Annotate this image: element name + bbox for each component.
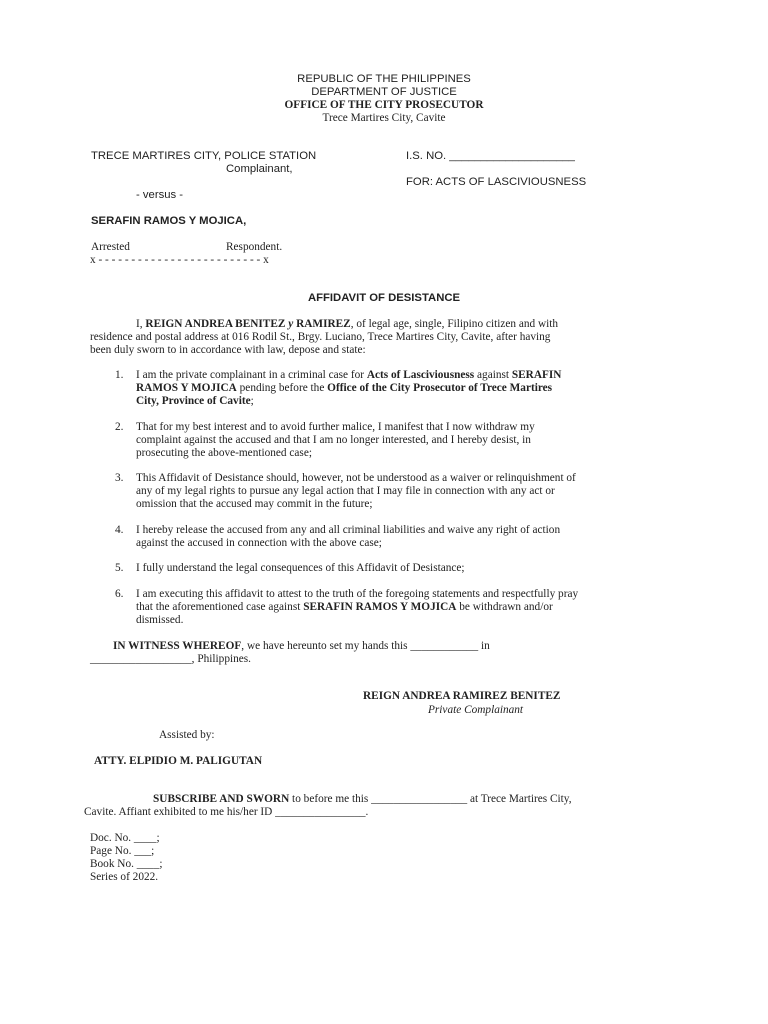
jurat-line-2: Cavite. Affiant exhibited to me his/her ID ________________. (84, 806, 369, 818)
assisted-label: Assisted by: (159, 729, 215, 741)
book-no: Book No. ____; (90, 858, 163, 870)
item-1-city: City, Province of Cavite (136, 395, 251, 407)
witness-bold: IN WITNESS WHEREOF (113, 640, 242, 652)
item-6-line-2 (136, 601, 553, 614)
item-3-line-2: any of my legal rights to pursue any legal action that I may file in connection with any act or (136, 485, 555, 497)
item-4-line-1: I hereby release the accused from any and all criminal liabilities and waive any right of action (136, 524, 561, 536)
item-6-line-1: I am executing this affidavit to attest to the truth of the foregoing statements and respectfully pray (136, 588, 579, 600)
signatory-name: REIGN ANDREA RAMIREZ BENITEZ (363, 690, 561, 702)
item-6-accused: SERAFIN RAMOS Y MOJICA (303, 601, 457, 613)
witness-line-1 (113, 640, 490, 653)
item-1-text-f: pending before the (236, 382, 328, 394)
affiant-name-2: RAMIREZ (293, 318, 351, 330)
item-2-line-1: That for my best interest and to avoid further malice, I manifest that I now withdraw my (136, 421, 535, 433)
item-1-charge: Acts of Lasciviousness (366, 369, 475, 381)
is-number: I.S. NO. ____________________ (406, 150, 575, 162)
item-1-line-1 (136, 369, 561, 382)
item-2-line-3: prosecuting the above-mentioned case; (136, 447, 312, 459)
signatory-role: Private Complainant (428, 704, 524, 716)
versus: - versus - (136, 189, 184, 201)
respondent-label: Respondent. (226, 241, 283, 253)
affiant-name: REIGN ANDREA BENITEZ (145, 318, 289, 330)
item-2-number: 2. (115, 421, 124, 433)
header-department: DEPARTMENT OF JUSTICE (311, 86, 457, 98)
document-title: AFFIDAVIT OF DESISTANCE (307, 292, 461, 304)
jurat-text: to before me this _________________ at Trece Martires City, (289, 793, 572, 805)
item-3-number: 3. (115, 472, 124, 484)
item-4-line-2: against the accused in connection with the above case; (136, 537, 382, 549)
item-4-number: 4. (115, 524, 124, 536)
item-6-text-a: that the aforementioned case against (136, 601, 304, 613)
item-1-accused-a: SERAFIN (511, 369, 562, 381)
item-1-accused-b: RAMOS Y MOJICA (136, 382, 237, 394)
item-1-office: Office of the City Prosecutor of Trece Martires (327, 382, 553, 394)
intro-line-3: been duly sworn to in accordance with law, depose and state: (90, 344, 366, 356)
header-republic: REPUBLIC OF THE PHILIPPINES (297, 73, 471, 85)
intro-rest: , of legal age, single, Filipino citizen and with (350, 318, 559, 330)
item-5-number: 5. (115, 562, 124, 574)
jurat-bold: SUBSCRIBE AND SWORN (153, 793, 290, 805)
header-office: OFFICE OF THE CITY PROSECUTOR (284, 99, 484, 111)
jurat-line-1 (153, 793, 572, 806)
header-city: Trece Martires City, Cavite (322, 112, 446, 124)
affiant-y: y (288, 318, 294, 330)
respondent-name: SERAFIN RAMOS Y MOJICA, (91, 215, 247, 227)
complainant-name: TRECE MARTIRES CITY, POLICE STATION (91, 150, 317, 162)
arrested-label: Arrested (91, 241, 130, 253)
item-5-line-1: I fully understand the legal consequences of this Affidavit of Desistance; (136, 562, 465, 574)
item-1-line-2 (136, 382, 552, 395)
attorney-name: ATTY. ELPIDIO M. PALIGUTAN (94, 755, 263, 767)
doc-no: Doc. No. ____; (90, 832, 160, 844)
item-1-text-a: I am the private complainant in a criminal case for (136, 369, 367, 381)
item-1-text-c: against (474, 369, 512, 381)
item-6-line-3: dismissed. (136, 614, 184, 626)
complainant-label: Complainant, (226, 163, 293, 175)
item-1-number: 1. (115, 369, 124, 381)
item-1-end: ; (250, 395, 254, 407)
item-6-number: 6. (115, 588, 124, 600)
item-6-text-c: be withdrawn and/or (456, 601, 553, 613)
item-3-line-3: omission that the accused may commit in the future; (136, 498, 373, 510)
item-2-line-2: complaint against the accused and that I am no longer interested, and I hereby desist, in (136, 434, 531, 446)
series-no: Series of 2022. (90, 871, 159, 883)
intro-line-1 (136, 318, 558, 331)
item-1-line-3 (136, 395, 254, 408)
intro-line-2: residence and postal address at 016 Rodil St., Brgy. Luciano, Trece Martires City, Cavite, after having (90, 331, 551, 343)
charge: FOR: ACTS OF LASCIVIOUSNESS (406, 176, 587, 188)
intro-prefix: I, (136, 318, 146, 330)
page-no: Page No. ___; (90, 845, 155, 857)
item-3-line-1: This Affidavit of Desistance should, however, not be understood as a waiver or relinquishment of (136, 472, 576, 484)
witness-line-2: __________________, Philippines. (90, 653, 251, 665)
caption-divider: x - - - - - - - - - - - - - - - - - - - - - - - - - x (90, 254, 269, 266)
witness-text: , we have hereunto set my hands this ____________ in (241, 640, 490, 652)
